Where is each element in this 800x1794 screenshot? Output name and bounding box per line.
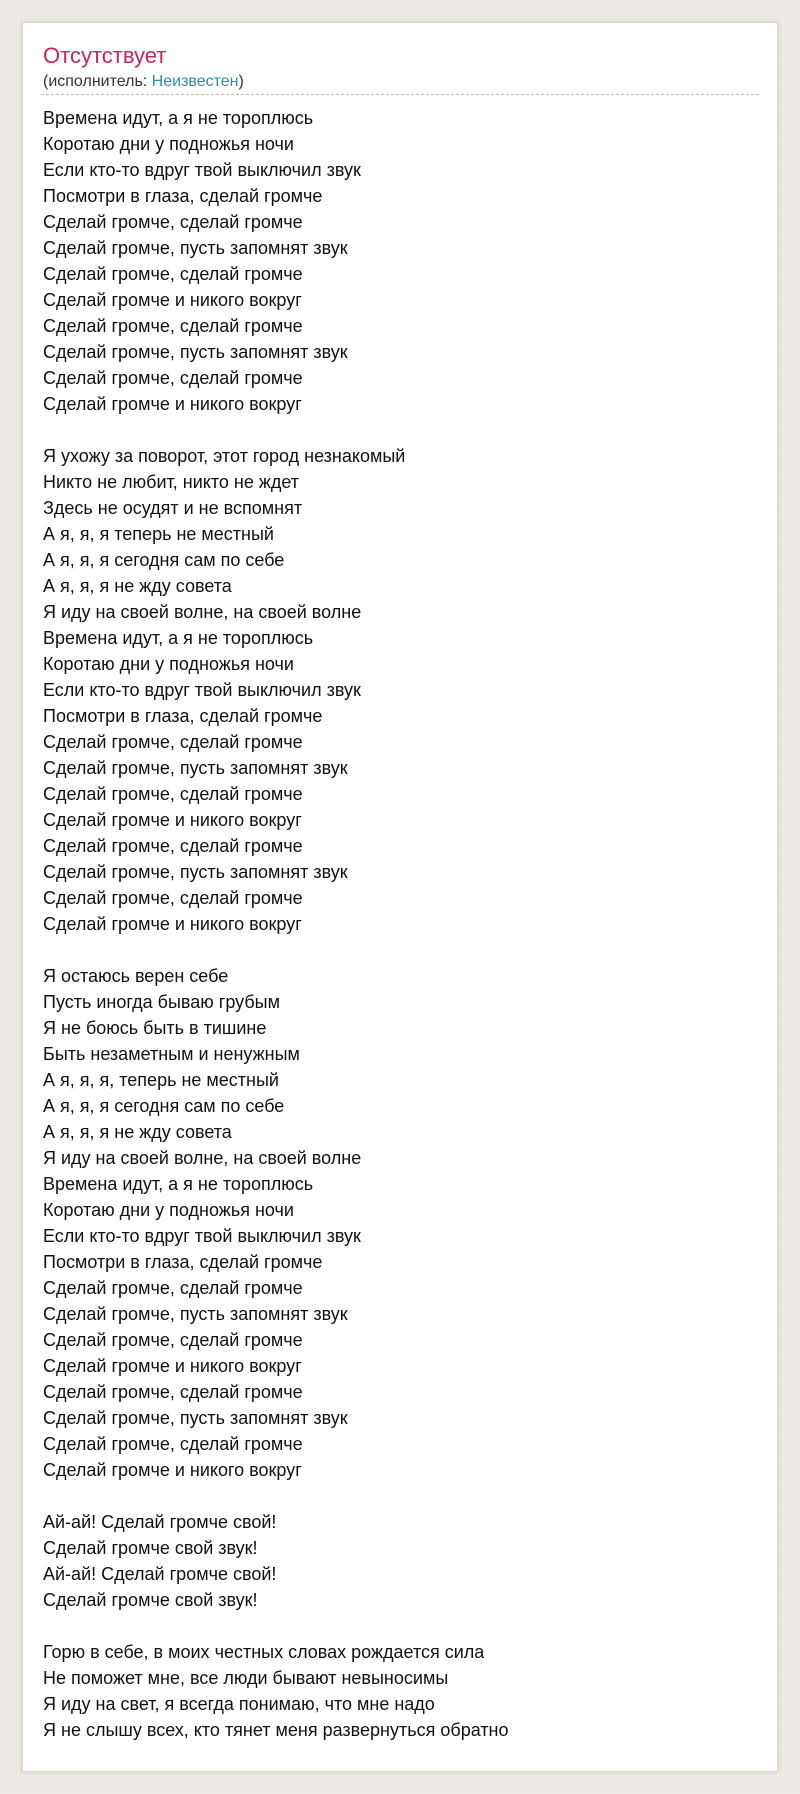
lyric-line: Сделай громче и никого вокруг — [43, 394, 302, 414]
lyric-line: Сделай громче и никого вокруг — [43, 810, 302, 830]
lyric-line: Сделай громче и никого вокруг — [43, 290, 302, 310]
lyric-line: Сделай громче, сделай громче — [43, 368, 303, 388]
lyric-line: Сделай громче, сделай громче — [43, 264, 303, 284]
song-title: Отсутствует — [43, 43, 167, 68]
lyric-line: Я ухожу за поворот, этот город незнакомый — [43, 446, 406, 466]
lyric-line: Я остаюсь верен себе — [43, 966, 229, 986]
lyric-line: Времена идут, а я не тороплюсь — [43, 1174, 314, 1194]
lyric-line: Никто не любит, никто не ждет — [43, 472, 300, 492]
lyric-line: Если кто-то вдруг твой выключил звук — [43, 160, 361, 180]
lyric-line: Сделай громче свой звук! — [43, 1538, 258, 1558]
lyric-line: Сделай громче свой звук! — [43, 1590, 258, 1610]
lyric-line: А я, я, я, теперь не местный — [43, 1070, 279, 1090]
lyric-line: А я, я, я не жду совета — [43, 576, 232, 596]
lyric-line: Сделай громче, сделай громче — [43, 888, 303, 908]
stanza-gap — [43, 1613, 759, 1639]
lyric-line: Я не слышу всех, кто тянет меня развернуться обратно — [43, 1720, 509, 1740]
lyric-line: Посмотри в глаза, сделай громче — [43, 1252, 323, 1272]
artist-link[interactable]: Неизвестен — [151, 73, 239, 90]
lyric-line: Сделай громче, сделай громче — [43, 1330, 303, 1350]
lyric-line: Ай-ай! Сделай громче свой! — [43, 1564, 277, 1584]
lyric-line: Сделай громче, сделай громче — [43, 732, 303, 752]
lyric-line: Сделай громче, сделай громче — [43, 1382, 303, 1402]
lyric-line: Если кто-то вдруг твой выключил звук — [43, 1226, 361, 1246]
lyric-line: Сделай громче, пусть запомнят звук — [43, 862, 348, 882]
lyric-line: Сделай громче, пусть запомнят звук — [43, 1304, 348, 1324]
lyric-line: Сделай громче, сделай громче — [43, 836, 303, 856]
lyric-line: Быть незаметным и ненужным — [43, 1044, 300, 1064]
lyric-line: Времена идут, а я не тороплюсь — [43, 628, 314, 648]
lyric-line: Если кто-то вдруг твой выключил звук — [43, 680, 361, 700]
lyric-line: А я, я, я не жду совета — [43, 1122, 232, 1142]
lyric-line: Сделай громче, сделай громче — [43, 1434, 303, 1454]
lyric-line: Сделай громче, сделай громче — [43, 1278, 303, 1298]
lyrics-body — [43, 105, 759, 1743]
lyric-line: Времена идут, а я не тороплюсь — [43, 108, 314, 128]
lyric-line: Сделай громче, пусть запомнят звук — [43, 1408, 348, 1428]
stanza-gap — [43, 1483, 759, 1509]
lyric-line: А я, я, я сегодня сам по себе — [43, 1096, 285, 1116]
lyric-line: Сделай громче и никого вокруг — [43, 1356, 302, 1376]
lyric-line: Сделай громче, пусть запомнят звук — [43, 342, 348, 362]
lyric-line: Сделай громче и никого вокруг — [43, 914, 302, 934]
lyric-line: Я не боюсь быть в тишине — [43, 1018, 267, 1038]
lyric-line: А я, я, я теперь не местный — [43, 524, 274, 544]
lyric-line: Горю в себе, в моих честных словах рождается сила — [43, 1642, 485, 1662]
lyric-line: Я иду на своей волне, на своей волне — [43, 1148, 362, 1168]
lyric-line: Коротаю дни у подножья ночи — [43, 1200, 294, 1220]
artist-suffix: ) — [238, 73, 244, 90]
title-divider — [41, 94, 759, 95]
stanza-gap — [43, 417, 759, 443]
lyric-line: Сделай громче, пусть запомнят звук — [43, 238, 348, 258]
lyric-line: Сделай громче, сделай громче — [43, 784, 303, 804]
lyric-line: Пусть иногда бываю грубым — [43, 992, 280, 1012]
lyric-line: Посмотри в глаза, сделай громче — [43, 186, 323, 206]
artist-prefix: (исполнитель: — [43, 73, 152, 90]
lyric-line: Я иду на своей волне, на своей волне — [43, 602, 362, 622]
lyric-line: Посмотри в глаза, сделай громче — [43, 706, 323, 726]
lyric-line: Здесь не осудят и не вспомнят — [43, 498, 303, 518]
lyric-line: Сделай громче, сделай громче — [43, 316, 303, 336]
lyric-line: Не поможет мне, все люди бывают невыносимы — [43, 1668, 449, 1688]
lyric-line: А я, я, я сегодня сам по себе — [43, 550, 285, 570]
lyric-line: Я иду на свет, я всегда понимаю, что мне надо — [43, 1694, 435, 1714]
lyric-line: Сделай громче, сделай громче — [43, 212, 303, 232]
lyric-line: Коротаю дни у подножья ночи — [43, 654, 294, 674]
lyrics-card — [22, 22, 778, 1772]
artist-line — [43, 72, 244, 92]
lyric-line: Сделай громче и никого вокруг — [43, 1460, 302, 1480]
lyric-line: Сделай громче, пусть запомнят звук — [43, 758, 348, 778]
lyric-line: Коротаю дни у подножья ночи — [43, 134, 294, 154]
lyric-line: Ай-ай! Сделай громче свой! — [43, 1512, 277, 1532]
stanza-gap — [43, 937, 759, 963]
